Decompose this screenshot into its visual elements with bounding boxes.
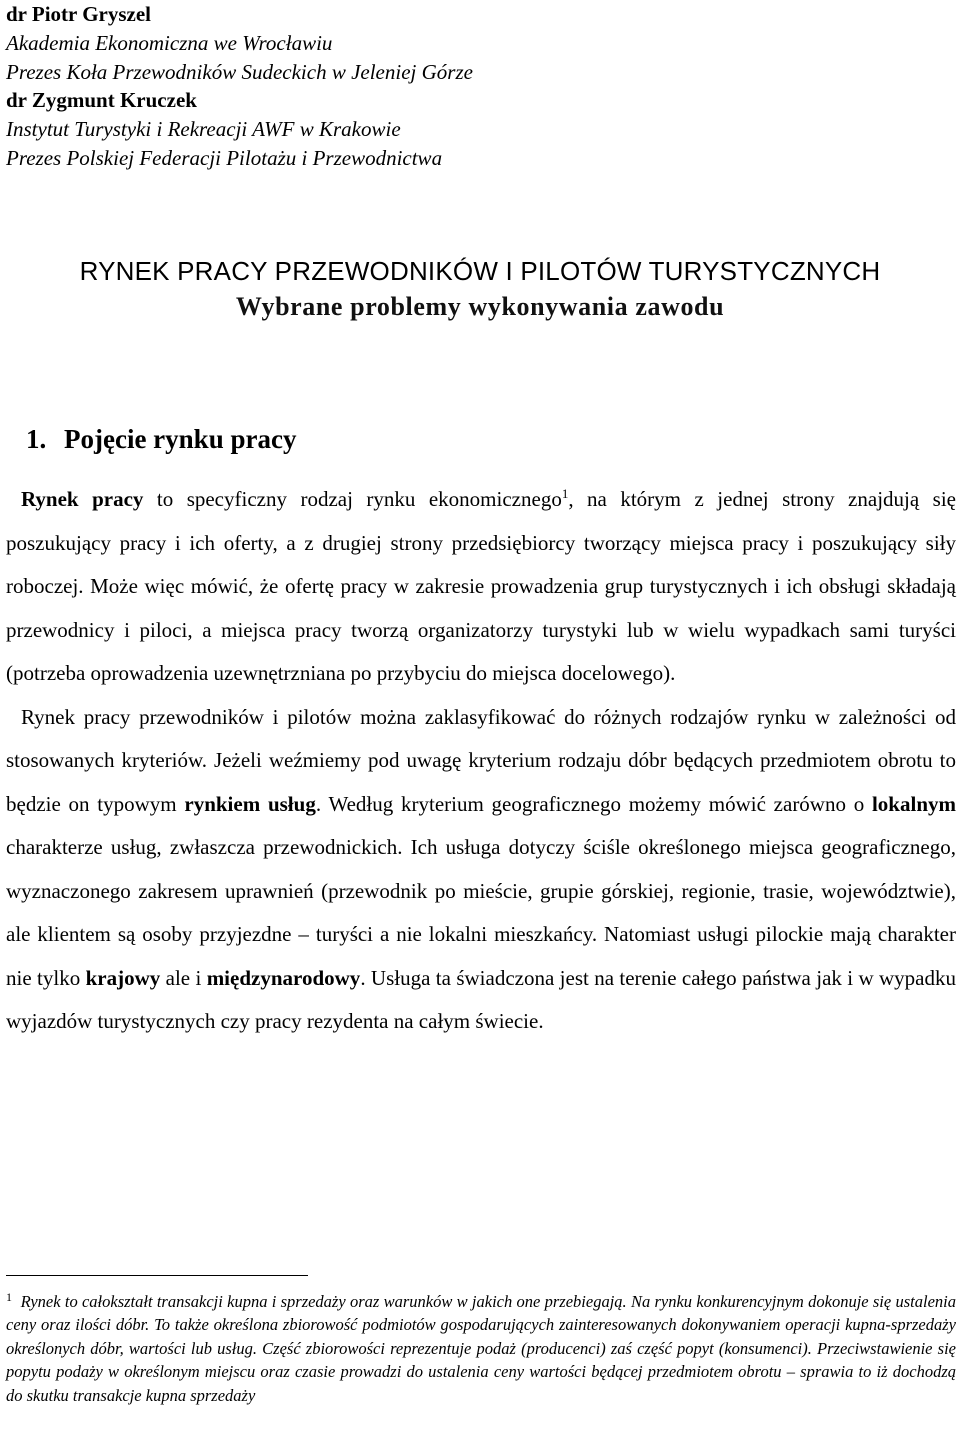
emphasis-bold: krajowy [85, 965, 161, 990]
paragraph-2 [6, 696, 956, 1044]
author-role: Prezes Koła Przewodników Sudeckich w Jeleniej Górze [6, 59, 473, 84]
author-affiliation: Akademia Ekonomiczna we Wrocławiu [6, 30, 333, 55]
footnote-ref: 1 [561, 486, 569, 501]
paragraph-text: charakterze usług, zwłaszcza przewodnickich. Ich usługa dotyczy ściśle określonego miejsca geograficznego, wyznaczonego zakresem uprawnień (przewodnik po mieście, grupie górskiej, regionie, trasie, województwie), ale klientem są osoby przyjezdne – turyści a nie lokalni mieszkańcy. Natomiast usługi pilockie mają charakter nie tylko [6, 835, 956, 990]
footnote [6, 1290, 956, 1407]
author-affiliation: Instytut Turystyki i Rekreacji AWF w Krakowie [6, 117, 401, 142]
paragraph-text: , na którym z jednej strony znajdują się poszukujący pracy i ich oferty, a z drugiej strony przedsiębiorcy tworzący miejsca pracy i poszukujący siły roboczej. Może więc mówić, że ofertę pracy w zakresie prowadzenia grup turystycznych i ich obsługi składają przewodnicy i piloci, a miejsca pracy tworzą organizatorzy turystyki lub w wielu wypadkach sami turyści (potrzeba oprowadzenia uzewnętrzniana po przybyciu do miejsca docelowego). [6, 487, 956, 685]
footnote-text: Rynek to całokształt transakcji kupna i sprzedaży oraz warunków w jakich one przebiegają. Na rynku konkurencyjnym dokonuje się ustalenia ceny oraz ilości dóbr. To także określona zbiorowość podmiotów gospodarujących zainteresowanych dokonywaniem operacji kupna-sprzedaży określonych dóbr, wartości lub usług. Część zbiorowości reprezentuje podaż (producenci) zaś część popyt (konsumenci). Przeciwstawienie się popytu podaży w określonym miejscu oraz czasie prowadzi do ustalenia ceny wartości będącej przedmiotem obrotu – sprawia to iż dochodzą do skutku transakcje kupna sprzedaży [6, 1292, 956, 1405]
emphasis-bold: międzynarodowy [206, 965, 361, 990]
paragraph-text: to specyficzny rodzaj rynku ekonomicznego [143, 487, 562, 511]
body-text [6, 478, 956, 1044]
document-subtitle: Wybrane problemy wykonywania zawodu [235, 292, 725, 321]
paragraph-text: ale i [160, 965, 207, 990]
footnote-separator [6, 1275, 308, 1276]
paragraph-1 [6, 478, 956, 696]
paragraph-text: . Według kryterium geograficznego możemy mówić zarówno o [315, 791, 872, 816]
emphasis-bold: lokalnym [871, 791, 956, 816]
section-heading [26, 424, 296, 455]
term-bold: Rynek pracy [21, 487, 144, 511]
emphasis-bold: rynkiem usług [184, 791, 316, 816]
author-name: dr Piotr Gryszel [6, 2, 152, 26]
author-name: dr Zygmunt Kruczek [6, 88, 197, 113]
paragraph-text: . Usługa ta świadczona jest na terenie całego państwa jak i w wypadku wyjazdów turystycznych czy pracy rezydenta na całym świecie. [6, 965, 957, 1033]
section-number: 1. [26, 424, 47, 454]
author-role: Prezes Polskiej Federacji Pilotażu i Przewodnictwa [6, 145, 443, 170]
document-title: RYNEK PRACY PRZEWODNIKÓW I PILOTÓW TURYSTYCZNYCH [79, 256, 881, 286]
section-title: Pojęcie rynku pracy [64, 424, 297, 454]
footnote-number: 1 [6, 1290, 12, 1304]
author-block [6, 0, 473, 173]
paragraph-text: Rynek pracy przewodników i pilotów można zaklasyfikować do różnych rodzajów rynku w zależności od stosowanych kryteriów. Jeżeli weźmiemy pod uwagę kryterium rodzaju dóbr będących przedmiotem obrotu to będzie on typowym [6, 704, 956, 816]
